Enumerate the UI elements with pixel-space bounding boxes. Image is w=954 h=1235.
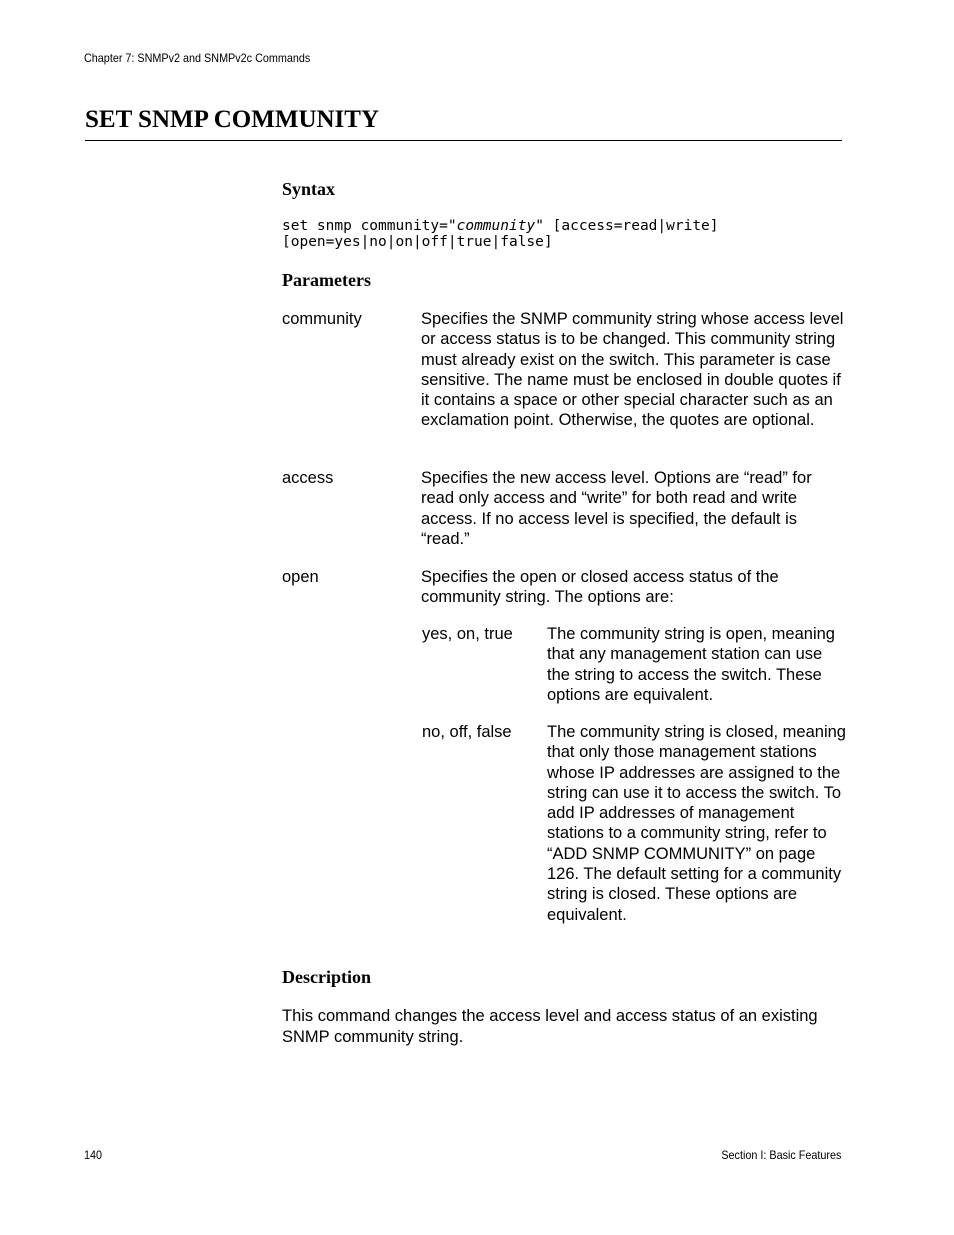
title-rule: [85, 140, 842, 141]
param-name-access: access: [282, 469, 334, 487]
description-text: This command changes the access level and access status of an existing SNMP community string.: [282, 1007, 818, 1046]
option-desc-open-true: The community string is open, meaning that any management station can use the string to access the switch. These options are equivalent.: [547, 625, 835, 704]
syntax-line2: [open=yes|no|on|off|true|false]: [282, 234, 553, 250]
option-name-open-true: yes, on, true: [422, 625, 513, 643]
param-name-open: open: [282, 568, 319, 586]
param-desc-access: Specifies the new access level. Options are “read” for read only access and “write” for both read and write access. If no access level is specified, the default is “read.”: [421, 469, 812, 548]
syntax-line1-prefix: set snmp community=": [282, 218, 457, 234]
syntax-line1-suffix: " [access=read|write]: [535, 218, 719, 234]
parameters-heading: Parameters: [282, 270, 371, 290]
option-name-open-false: no, off, false: [422, 723, 512, 741]
running-header: Chapter 7: SNMPv2 and SNMPv2c Commands: [84, 51, 311, 65]
page-number: 140: [84, 1148, 103, 1162]
description-heading: Description: [282, 967, 371, 987]
param-desc-community: Specifies the SNMP community string whose access level or access status is to be changed. This community string must already exist on the switch. This parameter is case sensitive. The name must be enclosed in double quotes if it contains a space or other special character such as an exclamation point. Otherwise, the quotes are optional.: [421, 310, 844, 430]
syntax-community-param: community: [456, 218, 536, 234]
page-title: SET SNMP COMMUNITY: [85, 106, 380, 133]
option-desc-open-false: The community string is closed, meaning that only those management stations whose IP addresses are assigned to the string can use it to access the switch. To add IP addresses of management stations to a community string, refer to “ADD SNMP COMMUNITY” on page 126. The default setting for a community string is closed. These options are equivalent.: [547, 723, 846, 924]
footer-section: Section I: Basic Features: [720, 1148, 841, 1162]
param-desc-open: Specifies the open or closed access status of the community string. The options are:: [421, 568, 779, 607]
syntax-heading: Syntax: [282, 179, 336, 199]
param-name-community: community: [282, 310, 362, 328]
syntax-code: [282, 218, 719, 250]
